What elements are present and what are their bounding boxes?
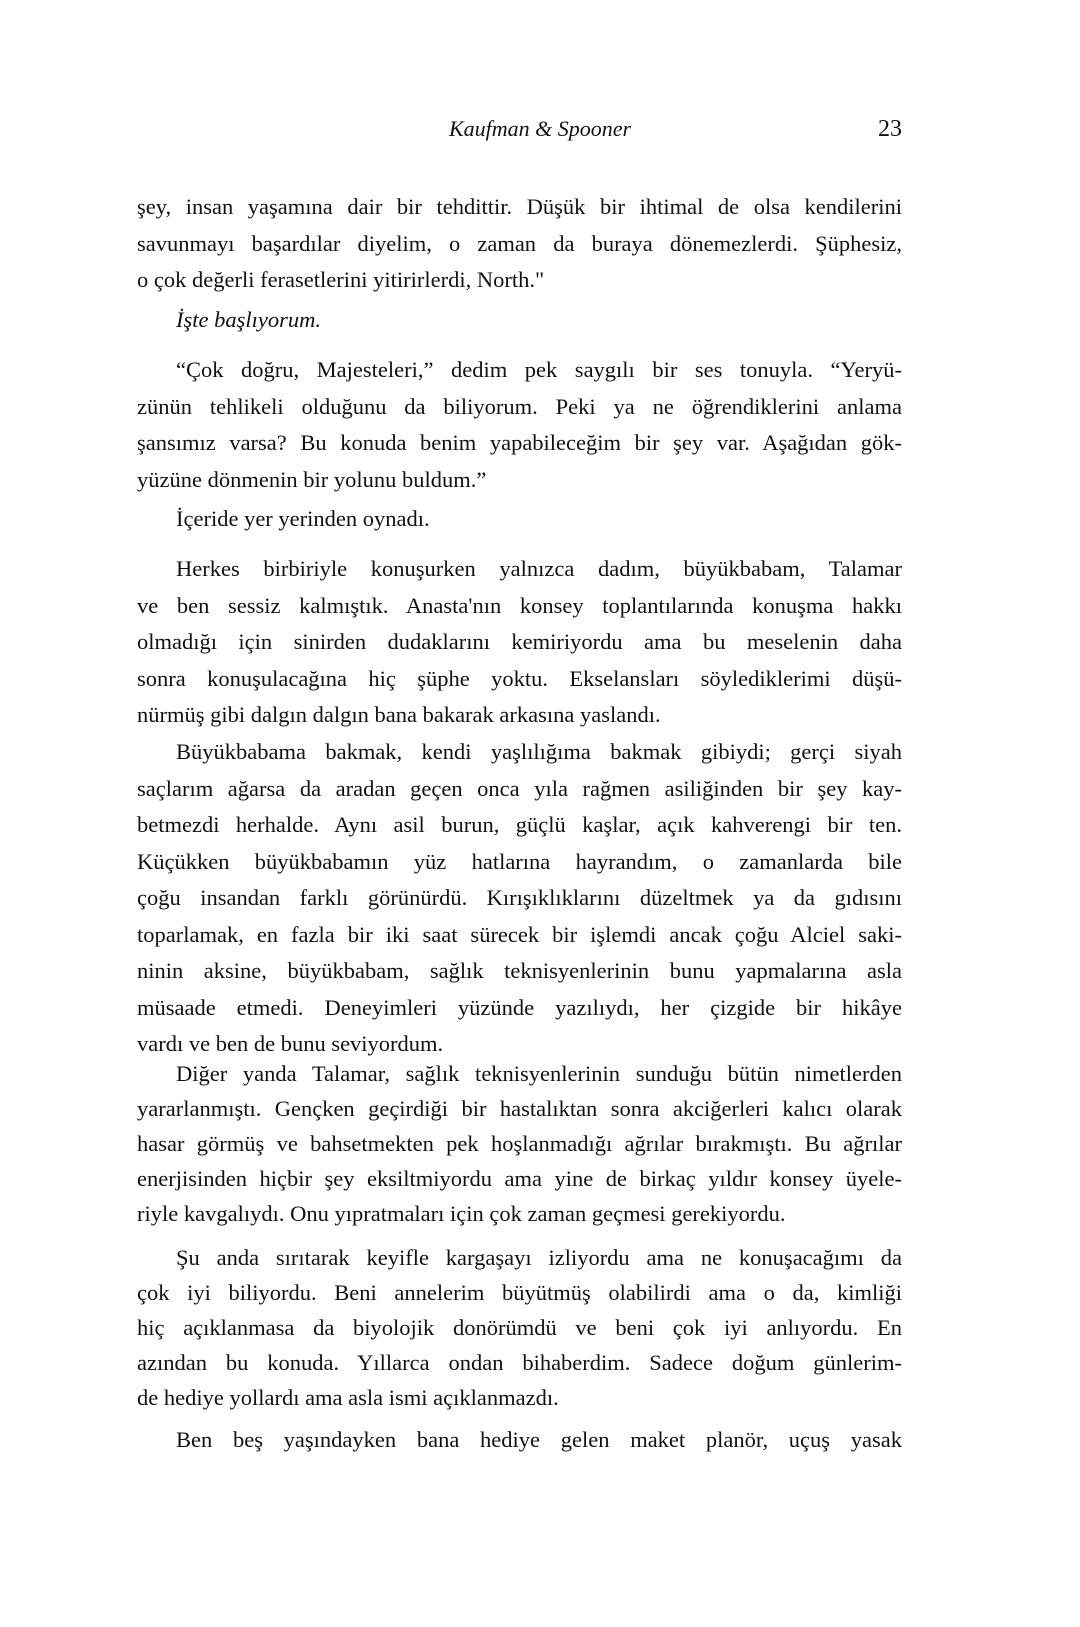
text-line: Diğer yanda Talamar, sağlık teknisyenlerinin sunduğu bütün nimetlerden [176,1061,902,1086]
paragraph [137,352,902,498]
text-line: betmezdi herhalde. Aynı asil burun, güçlü kaşlar, açık kahverengi bir ten. [137,812,902,837]
text-line: Herkes birbiriyle konuşurken yalnızca dadım, büyükbabam, Talamar [176,556,902,581]
text-line: çok iyi biliyordu. Beni annelerim büyütmüş olabilirdi ama o da, kimliği [137,1280,902,1305]
page-number: 23 [878,116,902,142]
text-line: riyle kavgalıydı. Onu yıpratmaları için çok zaman geçmesi gerekiyordu. [137,1201,786,1226]
text-line: sonra konuşulacağına hiç şüphe yoktu. Ekselansları söylediklerimi düşü- [137,665,902,691]
text-line: Küçükken büyükbabamın yüz hatlarına hayrandım, o zamanlarda bile [137,848,902,874]
text-line: zünün tehlikeli olduğunu da biliyorum. Peki ya ne öğrendiklerini anlama [137,393,902,419]
paragraph [137,1056,902,1231]
text-line: çoğu insandan farklı görünürdü. Kırışıklıklarını düzeltmek ya da gıdısını [137,885,902,910]
text-line: saçlarım ağarsa da aradan geçen onca yıla rağmen asiliğinden bir şey kay- [137,775,902,801]
text-line: savunmayı başardılar diyelim, o zaman da buraya dönemezlerdi. Şüphesiz, [137,230,902,256]
paragraph [137,189,902,299]
page-header [0,112,1080,146]
text-line: hiç açıklanmasa da biyolojik donörümdü ve beni çok iyi anlıyordu. En [137,1315,902,1340]
paragraph [137,1240,902,1415]
text-line: olmadığı için sinirden dudaklarını kemiriyordu ama bu meselenin daha [137,629,902,654]
paragraph [137,734,902,1063]
text-line: ninin aksine, büyükbabam, sağlık teknisyenlerinin bunu yapmalarına asla [137,958,902,983]
text-line: o çok değerli ferasetlerini yitirirlerdi, North." [137,267,545,292]
text-line: vardı ve ben de bunu seviyordum. [137,1031,444,1056]
text-line: yüzüne dönmenin bir yolunu buldum.” [137,466,487,492]
text-line: yararlanmıştı. Gençken geçirdiği bir hastalıktan sonra akciğerleri kalıcı olarak [137,1096,902,1121]
text-line: “Çok doğru, Majesteleri,” dedim pek saygılı bir ses tonuyla. “Yeryü- [176,357,902,382]
text-line: ve ben sessiz kalmıştık. Anasta'nın konsey toplantılarında konuşma hakkı [137,592,902,618]
text-line: Büyükbabama bakmak, kendi yaşlılığıma bakmak gibiydi; gerçi siyah [176,739,902,764]
text-line: de hediye yollardı ama asla ismi açıklanmazdı. [137,1385,559,1410]
text-line: hasar görmüş ve bahsetmekten pek hoşlanmadığı ağrılar bırakmıştı. Bu ağrılar [137,1131,902,1156]
text-line: müsaade etmedi. Deneyimleri yüzünde yazılıydı, her çizgide bir hikâye [137,994,902,1020]
text-line: şey, insan yaşamına dair bir tehdittir. Düşük bir ihtimal de olsa kendilerini [137,194,902,219]
text-line: İşte başlıyorum. [176,307,321,332]
text-line: Ben beş yaşındayken bana hediye gelen maket planör, uçuş yasak [176,1427,902,1452]
text-line: şansımız varsa? Bu konuda benim yapabileceğim bir şey var. Aşağıdan gök- [137,430,902,455]
text-line: azından bu konuda. Yıllarca ondan bihaberdim. Sadece doğum günlerim- [137,1350,902,1375]
text-line: toparlamak, en fazla bir iki saat sürecek bir işlemdi ancak çoğu Alciel saki- [137,921,902,947]
paragraph [137,302,902,339]
text-line: nürmüş gibi dalgın dalgın bana bakarak arkasına yaslandı. [137,702,661,727]
text-line: Şu anda sırıtarak keyifle kargaşayı izliyordu ama ne konuşacağımı da [176,1245,902,1270]
running-title: Kaufman & Spooner [448,116,632,141]
paragraph [137,551,902,734]
text-line: enerjisinden hiçbir şey eksiltmiyordu ama yine de birkaç yıldır konsey üyele- [137,1166,902,1191]
text-line: İçeride yer yerinden oynadı. [176,506,430,531]
paragraph [137,501,902,538]
paragraph [137,1422,902,1459]
